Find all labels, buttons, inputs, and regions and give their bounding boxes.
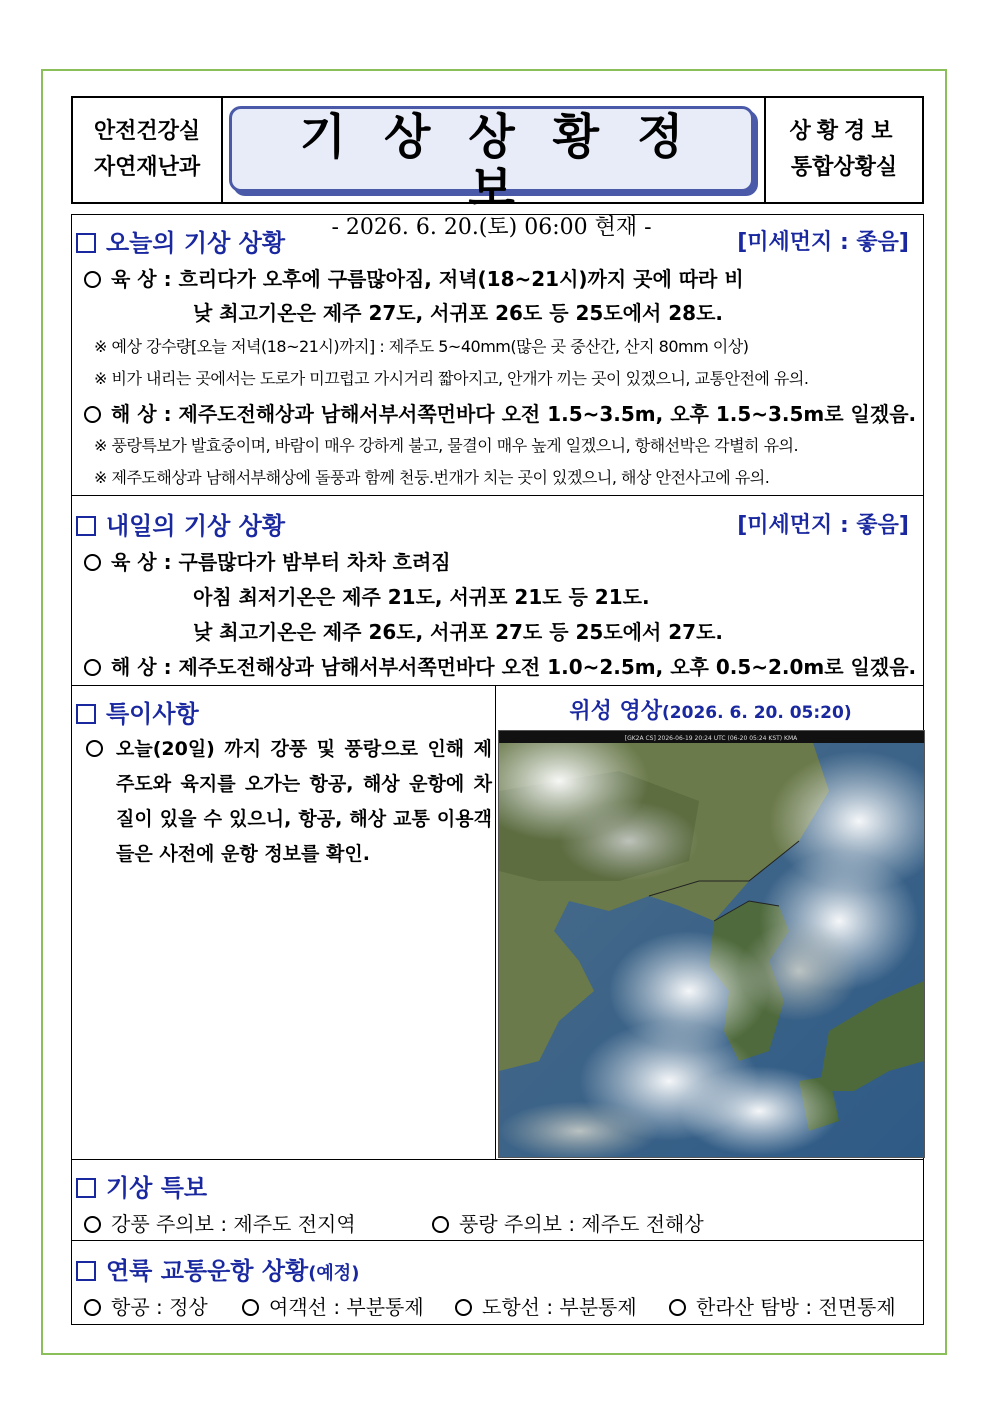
warnings-title: 기상 특보 xyxy=(106,1174,208,1202)
tomorrow-section xyxy=(71,495,924,686)
traffic-ferry-text: 여객선 : 부분통제 xyxy=(269,1295,424,1319)
circle-bullet-icon xyxy=(84,406,101,423)
sea-label: 해 상 : xyxy=(111,402,172,426)
traffic-item-air xyxy=(84,1291,208,1320)
satellite-title-text: 위성 영상 xyxy=(569,699,663,724)
special-text: 오늘(20일) 까지 강풍 및 풍랑으로 인해 제주도와 육지를 오가는 항공, 해상 운항에 차질이 있을 수 있으니, 항공, 해상 교통 이용객들은 사전에 운항 정보를 확인. xyxy=(116,738,492,865)
office-line1: 상황경보 xyxy=(789,119,899,144)
sea-label: 해 상 : xyxy=(111,655,172,679)
land-line-1 xyxy=(84,546,451,575)
satellite-map-graphic xyxy=(499,731,924,1157)
warnings-section xyxy=(71,1159,924,1241)
note-wave: ※ 풍랑특보가 발효중이며, 바람이 매우 강하게 불고, 물결이 매우 높게 일겠으니, 항해선박은 각별히 유의. xyxy=(94,436,799,455)
traffic-section xyxy=(71,1240,924,1325)
tomorrow-title: 내일의 기상 상황 xyxy=(106,512,285,540)
circle-bullet-icon xyxy=(84,554,101,571)
checkbox-icon xyxy=(76,516,96,536)
section-title xyxy=(76,1168,207,1203)
land-text-1: 구름많다가 밤부터 차차 흐려짐 xyxy=(178,550,451,574)
land-text-2: 낮 최고기온은 제주 27도, 서귀포 26도 등 25도에서 28도. xyxy=(193,301,723,325)
land-text-3: 낮 최고기온은 제주 26도, 서귀포 27도 등 25도에서 27도. xyxy=(193,620,723,644)
report-date: - 2026. 6. 20.(토) 06:00 현재 - xyxy=(331,215,652,240)
section-title xyxy=(76,506,285,541)
sea-line xyxy=(84,398,916,427)
warning-item-wind xyxy=(84,1208,356,1237)
warning-wind-text: 강풍 주의보 : 제주도 전지역 xyxy=(111,1212,356,1236)
warning-wave-text: 풍랑 주의보 : 제주도 전해상 xyxy=(459,1212,704,1236)
fine-dust-status: [미세먼지 : 좋음] xyxy=(737,513,909,538)
traffic-item-island-ferry xyxy=(455,1291,637,1320)
section-title xyxy=(76,1251,359,1286)
fine-dust-status: [미세먼지 : 좋음] xyxy=(737,230,909,255)
land-text-2: 아침 최저기온은 제주 21도, 서귀포 21도 등 21도. xyxy=(193,585,650,609)
checkbox-icon xyxy=(76,1261,96,1281)
sea-line xyxy=(84,651,916,680)
circle-bullet-icon xyxy=(242,1299,259,1316)
today-section xyxy=(71,214,924,496)
traffic-air-text: 항공 : 정상 xyxy=(111,1295,208,1319)
traffic-item-ferry xyxy=(242,1291,424,1320)
traffic-item-hallasan xyxy=(669,1291,896,1320)
checkbox-icon xyxy=(76,233,96,253)
special-section xyxy=(71,685,924,1160)
circle-bullet-icon xyxy=(84,1299,101,1316)
divider xyxy=(495,686,496,1159)
circle-bullet-icon xyxy=(455,1299,472,1316)
page-title: 기상상황정보 xyxy=(299,109,722,217)
land-text-1: 흐리다가 오후에 구름많아짐, 저녁(18~21시)까지 곳에 따라 비 xyxy=(178,267,744,291)
traffic-island-ferry-text: 도항선 : 부분통제 xyxy=(482,1295,637,1319)
dept-line2: 자연재난과 xyxy=(93,155,201,180)
special-title: 특이사항 xyxy=(106,700,199,728)
office-line2: 통합상황실 xyxy=(790,155,898,180)
traffic-title: 연륙 교통운항 상황 xyxy=(106,1257,309,1285)
note-road: ※ 비가 내리는 곳에서는 도로가 미끄럽고 가시거리 짧아지고, 안개가 끼는 곳이 있겠으니, 교통안전에 유의. xyxy=(94,369,809,388)
dept-label xyxy=(73,98,223,202)
satellite-caption: [GK2A CS] 2026-06-19 20:24 UTC (06-20 05:24 KST) KMA xyxy=(624,735,798,742)
section-title xyxy=(76,223,285,258)
circle-bullet-icon xyxy=(669,1299,686,1316)
today-title: 오늘의 기상 상황 xyxy=(106,229,285,257)
checkbox-icon xyxy=(76,1178,96,1198)
title-box xyxy=(229,106,754,240)
circle-bullet-icon xyxy=(86,740,103,757)
circle-bullet-icon xyxy=(84,1216,101,1233)
warning-item-wave xyxy=(432,1208,704,1237)
satellite-time: (2026. 6. 20. 05:20) xyxy=(662,703,852,723)
land-label: 육 상 : xyxy=(111,550,172,574)
circle-bullet-icon xyxy=(84,271,101,288)
circle-bullet-icon xyxy=(432,1216,449,1233)
sea-text: 제주도전해상과 남해서부서쪽먼바다 오전 1.5~3.5m, 오후 1.5~3.5m로 일겠음. xyxy=(178,402,917,426)
land-label: 육 상 : xyxy=(111,267,172,291)
dept-line1: 안전건강실 xyxy=(93,119,201,144)
note-precip: ※ 예상 강수량[오늘 저녁(18~21시)까지] : 제주도 5~40mm(많은 곳 중산간, 산지 80mm 이상) xyxy=(94,337,749,356)
traffic-hallasan-text: 한라산 탐방 : 전면통제 xyxy=(696,1295,896,1319)
header xyxy=(71,96,924,240)
satellite-image xyxy=(498,730,925,1158)
land-line-1 xyxy=(84,263,744,292)
traffic-title-suffix: (예정) xyxy=(308,1263,360,1284)
note-lightning: ※ 제주도해상과 남해서부해상에 돌풍과 함께 천둥.번개가 치는 곳이 있겠으니, 해상 안전사고에 유의. xyxy=(94,468,770,487)
office-label xyxy=(764,98,922,202)
section-title xyxy=(76,694,199,729)
sea-text: 제주도전해상과 남해서부서쪽먼바다 오전 1.0~2.5m, 오후 0.5~2.0m로 일겠음. xyxy=(178,655,917,679)
circle-bullet xyxy=(86,740,113,759)
satellite-title xyxy=(496,694,925,725)
circle-bullet-icon xyxy=(84,659,101,676)
checkbox-icon xyxy=(76,704,96,724)
